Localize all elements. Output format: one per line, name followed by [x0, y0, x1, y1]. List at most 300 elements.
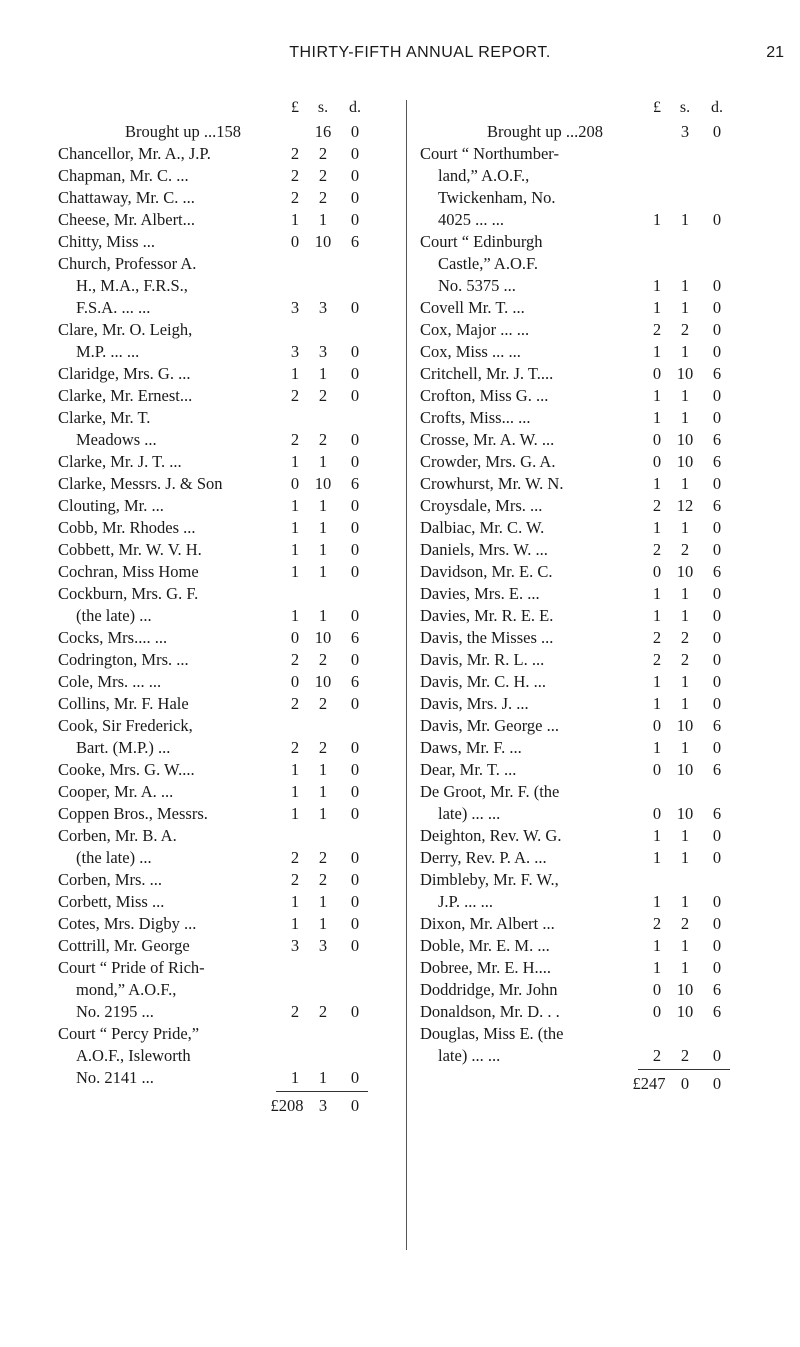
entry-continuation-line — [58, 429, 388, 451]
subscriber-name: Court “ Edinburgh — [420, 232, 543, 251]
subscriber-name: mond,” A.O.F., — [76, 980, 177, 999]
entry-continuation-line — [58, 297, 388, 319]
entry-continuation-line — [420, 891, 750, 913]
amount-shillings: 1 — [680, 386, 690, 405]
amount-pounds: 2 — [652, 650, 662, 669]
amount-shillings: 10 — [676, 452, 694, 471]
subscriber-name: Dear, Mr. T. ... — [420, 760, 517, 779]
amount-pence: 0 — [712, 958, 722, 977]
amount-pounds: 0 — [652, 804, 662, 823]
amount-shillings: 1 — [680, 518, 690, 537]
amount-pence: 0 — [712, 606, 722, 625]
amount-shillings: 1 — [680, 298, 690, 317]
subscriber-name: Court “ Northumber- — [420, 144, 559, 163]
amount-pence: 0 — [350, 496, 360, 515]
amount-shillings: 2 — [318, 694, 328, 713]
subscriber-name: Court “ Pride of Rich- — [58, 958, 205, 977]
amount-pounds: 1 — [652, 584, 662, 603]
subscriber-entry — [58, 649, 388, 671]
subscriber-entry — [420, 825, 750, 847]
subscriber-entry — [58, 473, 388, 495]
entry-continuation-line — [58, 605, 388, 627]
subscriber-entry — [58, 143, 388, 165]
subscriber-entry — [420, 539, 750, 561]
subscriber-entry — [58, 495, 388, 517]
amount-shillings: 1 — [680, 408, 690, 427]
subscriber-name: No. 2141 ... — [76, 1068, 154, 1087]
subscriber-name: late) ... ... — [438, 1046, 501, 1065]
subscriber-entry — [420, 715, 750, 737]
amount-pounds: 1 — [652, 606, 662, 625]
subscriber-name: Doble, Mr. E. M. ... — [420, 936, 550, 955]
amount-pence: 0 — [350, 364, 360, 383]
amount-pounds: 0 — [652, 562, 662, 581]
subscriber-name: Davidson, Mr. E. C. — [420, 562, 553, 581]
amount-shillings: 10 — [676, 716, 694, 735]
amount-pounds: 1 — [652, 386, 662, 405]
subscriber-entry — [420, 451, 750, 473]
subscriber-entry — [420, 759, 750, 781]
amount-pounds: 1 — [290, 540, 300, 559]
subscriber-entry — [58, 627, 388, 649]
subscriber-name: H., M.A., F.R.S., — [76, 276, 188, 295]
amount-shillings: 1 — [318, 364, 328, 383]
subscriber-entry — [58, 363, 388, 385]
brought-up-pence: 0 — [350, 122, 360, 141]
pounds-header: £ — [653, 99, 661, 116]
subscriber-name: Cole, Mrs. ... ... — [58, 672, 162, 691]
amount-pounds: 0 — [652, 980, 662, 999]
subscriber-entry — [420, 737, 750, 759]
amount-pence: 0 — [712, 848, 722, 867]
subscriber-entry — [58, 187, 388, 209]
amount-pounds: 1 — [652, 738, 662, 757]
amount-pence: 0 — [350, 518, 360, 537]
amount-pence: 0 — [712, 474, 722, 493]
total-shillings: 3 — [318, 1096, 328, 1115]
subscriber-name: Coppen Bros., Messrs. — [58, 804, 208, 823]
entry-continuation-line — [58, 737, 388, 759]
subscriber-name: Daniels, Mrs. W. ... — [420, 540, 548, 559]
amount-pounds: 1 — [652, 672, 662, 691]
brought-up-row — [58, 121, 388, 143]
subscriber-name: Clarke, Mr. J. T. ... — [58, 452, 182, 471]
amount-shillings: 2 — [318, 738, 328, 757]
pence-header: d. — [349, 99, 361, 116]
amount-shillings: 1 — [680, 738, 690, 757]
subscriber-name: Cheese, Mr. Albert... — [58, 210, 196, 229]
amount-pounds: 1 — [652, 518, 662, 537]
amount-pounds: 2 — [652, 320, 662, 339]
amount-shillings: 3 — [318, 298, 328, 317]
amount-pence: 0 — [712, 540, 722, 559]
subscriber-entry — [420, 979, 750, 1001]
subscriber-entry — [58, 253, 388, 275]
total-rule — [638, 1069, 730, 1070]
subscriber-entry — [420, 407, 750, 429]
amount-pounds: 3 — [290, 342, 300, 361]
amount-shillings: 1 — [680, 342, 690, 361]
amount-pounds: 1 — [290, 518, 300, 537]
amount-shillings: 3 — [318, 342, 328, 361]
amount-shillings: 1 — [680, 936, 690, 955]
amount-pounds: 0 — [652, 760, 662, 779]
amount-pence: 0 — [712, 210, 722, 229]
subscriber-name: Church, Professor A. — [58, 254, 197, 273]
amount-shillings: 1 — [318, 452, 328, 471]
subscriber-name: Doddridge, Mr. John — [420, 980, 558, 999]
amount-pence: 0 — [712, 738, 722, 757]
entry-continuation-line — [420, 253, 750, 275]
subscriber-list — [58, 143, 388, 1089]
amount-pence: 0 — [350, 386, 360, 405]
entry-continuation-line — [58, 847, 388, 869]
amount-pounds: 1 — [290, 914, 300, 933]
subscriber-name: De Groot, Mr. F. (the — [420, 782, 560, 801]
subscriber-entry — [420, 781, 750, 803]
subscriber-name: Chitty, Miss ... — [58, 232, 156, 251]
subscriber-name: Codrington, Mrs. ... — [58, 650, 189, 669]
subscriber-name: Davis, the Misses ... — [420, 628, 554, 647]
subscriber-name: Castle,” A.O.F. — [438, 254, 538, 273]
entry-continuation-line — [58, 1067, 388, 1089]
subscriber-name: Chattaway, Mr. C. ... — [58, 188, 195, 207]
subscriber-name: Cox, Miss ... ... — [420, 342, 521, 361]
amount-pounds: 2 — [290, 870, 300, 889]
amount-pence: 0 — [350, 892, 360, 911]
subscriber-name: Cook, Sir Frederick, — [58, 716, 193, 735]
amount-pence: 0 — [712, 892, 722, 911]
amount-pence: 6 — [712, 1002, 722, 1021]
subscriber-name: Meadows ... — [76, 430, 157, 449]
amount-pence: 0 — [712, 386, 722, 405]
amount-pounds: 0 — [290, 232, 300, 251]
subscriber-name: Dimbleby, Mr. F. W., — [420, 870, 559, 889]
amount-pounds: 0 — [652, 1002, 662, 1021]
amount-pounds: 1 — [290, 364, 300, 383]
subscriber-name: Cooke, Mrs. G. W.... — [58, 760, 195, 779]
subscriber-name: Davies, Mrs. E. ... — [420, 584, 540, 603]
subscriber-name: Clarke, Messrs. J. & Son — [58, 474, 223, 493]
subscriber-name: Crowder, Mrs. G. A. — [420, 452, 556, 471]
running-title: THIRTY-FIFTH ANNUAL REPORT. — [289, 44, 551, 61]
amount-shillings: 2 — [318, 1002, 328, 1021]
amount-pounds: 1 — [290, 606, 300, 625]
shillings-header: s. — [679, 99, 691, 116]
subscriber-entry — [58, 561, 388, 583]
subscriber-name: late) ... ... — [438, 804, 501, 823]
amount-pence: 6 — [712, 804, 722, 823]
entry-continuation-line — [420, 187, 750, 209]
subscriber-name: Collins, Mr. F. Hale — [58, 694, 189, 713]
total-pence: 0 — [350, 1096, 360, 1115]
amount-pence: 0 — [712, 694, 722, 713]
amount-pounds: 2 — [652, 914, 662, 933]
amount-pounds: 0 — [652, 364, 662, 383]
amount-pence: 0 — [712, 320, 722, 339]
amount-shillings: 10 — [676, 804, 694, 823]
amount-pence: 0 — [350, 738, 360, 757]
entry-continuation-line — [58, 341, 388, 363]
amount-pence: 0 — [350, 760, 360, 779]
brought-up-shillings: 16 — [314, 122, 332, 141]
amount-pounds: 1 — [652, 892, 662, 911]
subscriber-name: Dobree, Mr. E. H.... — [420, 958, 552, 977]
subscriber-entry — [58, 319, 388, 341]
amount-pounds: 2 — [290, 650, 300, 669]
subscriber-entry — [420, 341, 750, 363]
amount-pounds: 1 — [652, 826, 662, 845]
subscriber-name: Deighton, Rev. W. G. — [420, 826, 562, 845]
amount-shillings: 1 — [318, 1068, 328, 1087]
subscriber-name: Twickenham, No. — [438, 188, 556, 207]
amount-pounds: 0 — [290, 628, 300, 647]
amount-shillings: 1 — [318, 562, 328, 581]
amount-pounds: 0 — [652, 452, 662, 471]
subscriber-name: Corben, Mrs. ... — [58, 870, 163, 889]
amount-pounds: 1 — [652, 958, 662, 977]
amount-pence: 0 — [712, 936, 722, 955]
amount-pounds: 1 — [290, 562, 300, 581]
subscriber-entry — [420, 495, 750, 517]
subscriber-entry — [58, 209, 388, 231]
entry-continuation-line — [58, 275, 388, 297]
amount-shillings: 1 — [680, 276, 690, 295]
amount-shillings: 1 — [318, 782, 328, 801]
amount-shillings: 10 — [676, 562, 694, 581]
amount-pence: 0 — [712, 408, 722, 427]
subscriber-name: J.P. ... ... — [438, 892, 494, 911]
amount-pounds: 2 — [290, 738, 300, 757]
amount-shillings: 1 — [318, 606, 328, 625]
subscriber-entry — [420, 869, 750, 891]
amount-pence: 0 — [350, 144, 360, 163]
amount-pounds: 1 — [652, 210, 662, 229]
subscriber-entry — [58, 891, 388, 913]
subscriber-name: Derry, Rev. P. A. ... — [420, 848, 547, 867]
right-column — [420, 97, 750, 1095]
amount-pence: 0 — [350, 298, 360, 317]
amount-shillings: 1 — [680, 848, 690, 867]
amount-shillings: 10 — [676, 1002, 694, 1021]
amount-pence: 0 — [350, 936, 360, 955]
subscriber-name: Daws, Mr. F. ... — [420, 738, 522, 757]
subscriber-name: Covell Mr. T. ... — [420, 298, 525, 317]
amount-shillings: 1 — [680, 474, 690, 493]
amount-pence: 0 — [350, 430, 360, 449]
amount-pence: 6 — [712, 760, 722, 779]
subscriber-name: No. 2195 ... — [76, 1002, 154, 1021]
subscriber-entry — [58, 693, 388, 715]
page-number: 21 — [766, 44, 784, 61]
amount-pence: 6 — [712, 452, 722, 471]
subscriber-name: Cooper, Mr. A. ... — [58, 782, 174, 801]
subscriber-name: Claridge, Mrs. G. ... — [58, 364, 191, 383]
amount-pounds: 1 — [652, 936, 662, 955]
entry-continuation-line — [58, 1045, 388, 1067]
subscriber-entry — [420, 473, 750, 495]
amount-shillings: 1 — [680, 694, 690, 713]
subscriber-entry — [58, 451, 388, 473]
subscriber-name: Cotes, Mrs. Digby ... — [58, 914, 197, 933]
amount-pounds: 1 — [290, 1068, 300, 1087]
column-divider — [406, 100, 407, 1250]
subscriber-entry — [420, 517, 750, 539]
pounds-header: £ — [291, 99, 299, 116]
subscriber-name: Bart. (M.P.) ... — [76, 738, 171, 757]
amount-shillings: 1 — [318, 914, 328, 933]
subscriber-entry — [58, 759, 388, 781]
subscriber-entry — [420, 671, 750, 693]
subscriber-entry — [420, 627, 750, 649]
subscriber-entry — [420, 847, 750, 869]
subscriber-name: Douglas, Miss E. (the — [420, 1024, 564, 1043]
amount-pence: 0 — [350, 342, 360, 361]
subscriber-entry — [58, 671, 388, 693]
amount-shillings: 2 — [318, 188, 328, 207]
amount-pence: 0 — [712, 342, 722, 361]
subscriber-name: Dixon, Mr. Albert ... — [420, 914, 555, 933]
subscriber-name: Davis, Mr. C. H. ... — [420, 672, 547, 691]
brought-up-label: Brought up ...208 — [487, 122, 603, 141]
amount-pence: 6 — [712, 430, 722, 449]
subscriber-entry — [58, 957, 388, 979]
amount-pence: 0 — [712, 518, 722, 537]
amount-pounds: 0 — [290, 474, 300, 493]
amount-shillings: 10 — [314, 474, 332, 493]
subscriber-name: Davis, Mrs. J. ... — [420, 694, 529, 713]
amount-pence: 0 — [712, 650, 722, 669]
entry-continuation-line — [420, 1045, 750, 1067]
amount-shillings: 1 — [680, 210, 690, 229]
subscriber-entry — [58, 407, 388, 429]
left-column — [58, 97, 388, 1117]
amount-shillings: 2 — [318, 650, 328, 669]
amount-pounds: 2 — [290, 1002, 300, 1021]
amount-shillings: 1 — [680, 584, 690, 603]
subscriber-entry — [58, 935, 388, 957]
amount-pence: 0 — [350, 606, 360, 625]
amount-pounds: 1 — [290, 892, 300, 911]
amount-shillings: 1 — [680, 672, 690, 691]
subscriber-name: land,” A.O.F., — [438, 166, 530, 185]
amount-pounds: 2 — [290, 188, 300, 207]
amount-pounds: 2 — [290, 144, 300, 163]
amount-pence: 0 — [712, 584, 722, 603]
amount-pounds: 2 — [652, 628, 662, 647]
subscriber-name: (the late) ... — [76, 848, 152, 867]
subscriber-entry — [420, 605, 750, 627]
amount-shillings: 2 — [318, 166, 328, 185]
subscriber-name: 4025 ... ... — [438, 210, 504, 229]
amount-pence: 6 — [712, 980, 722, 999]
amount-shillings: 2 — [680, 628, 690, 647]
amount-pounds: 2 — [652, 1046, 662, 1065]
amount-pence: 0 — [350, 650, 360, 669]
amount-pence: 0 — [350, 1002, 360, 1021]
amount-pounds: 3 — [290, 298, 300, 317]
amount-pounds: 1 — [652, 276, 662, 295]
column-total — [420, 1073, 750, 1095]
amount-shillings: 2 — [680, 650, 690, 669]
amount-pence: 6 — [712, 562, 722, 581]
amount-shillings: 10 — [676, 980, 694, 999]
amount-pounds: 1 — [652, 694, 662, 713]
running-header — [56, 44, 784, 68]
amount-shillings: 2 — [680, 914, 690, 933]
total-pence: 0 — [712, 1074, 722, 1093]
amount-pounds: 1 — [290, 760, 300, 779]
brought-up-shillings: 3 — [680, 122, 690, 141]
subscriber-entry — [420, 319, 750, 341]
amount-pence: 0 — [350, 694, 360, 713]
subscriber-entry — [58, 517, 388, 539]
entry-continuation-line — [420, 275, 750, 297]
subscriber-entry — [420, 583, 750, 605]
amount-shillings: 1 — [318, 760, 328, 779]
amount-shillings: 1 — [680, 606, 690, 625]
amount-pounds: 1 — [290, 210, 300, 229]
amount-pounds: 2 — [290, 386, 300, 405]
total-shillings: 0 — [680, 1074, 690, 1093]
subscriber-entry — [58, 913, 388, 935]
subscriber-name: Davies, Mr. R. E. E. — [420, 606, 554, 625]
subscriber-entry — [420, 363, 750, 385]
amount-shillings: 3 — [318, 936, 328, 955]
amount-pounds: 1 — [652, 848, 662, 867]
subscriber-entry — [420, 231, 750, 253]
amount-pence: 0 — [350, 562, 360, 581]
amount-pounds: 1 — [652, 342, 662, 361]
column-total — [58, 1095, 388, 1117]
amount-shillings: 2 — [318, 144, 328, 163]
subscriber-name: Davis, Mr. R. L. ... — [420, 650, 545, 669]
amount-shillings: 1 — [318, 518, 328, 537]
subscriber-entry — [420, 693, 750, 715]
amount-pence: 0 — [350, 848, 360, 867]
amount-pounds: 1 — [290, 782, 300, 801]
brought-up-label: Brought up ...158 — [125, 122, 241, 141]
amount-pounds: 1 — [652, 408, 662, 427]
amount-pence: 0 — [350, 870, 360, 889]
amount-shillings: 2 — [318, 848, 328, 867]
subscriber-name: Dalbiac, Mr. C. W. — [420, 518, 545, 537]
brought-up-pence: 0 — [712, 122, 722, 141]
subscriber-name: Donaldson, Mr. D. . . — [420, 1002, 560, 1021]
subscriber-name: Court “ Percy Pride,” — [58, 1024, 200, 1043]
amount-pence: 0 — [350, 452, 360, 471]
amount-pounds: 0 — [290, 672, 300, 691]
subscriber-name: Chancellor, Mr. A., J.P. — [58, 144, 211, 163]
subscriber-name: Corbett, Miss ... — [58, 892, 165, 911]
subscriber-name: No. 5375 ... — [438, 276, 516, 295]
subscriber-list — [420, 143, 750, 1067]
amount-pounds: 3 — [290, 936, 300, 955]
amount-pence: 6 — [350, 232, 360, 251]
amount-pence: 6 — [712, 364, 722, 383]
subscriber-entry — [420, 385, 750, 407]
amount-pounds: 2 — [290, 430, 300, 449]
subscriber-entry — [58, 1023, 388, 1045]
subscriber-name: Davis, Mr. George ... — [420, 716, 560, 735]
amount-shillings: 2 — [680, 1046, 690, 1065]
amount-pounds: 2 — [652, 540, 662, 559]
subscriber-name: Crowhurst, Mr. W. N. — [420, 474, 564, 493]
subscriber-entry — [58, 803, 388, 825]
subscriber-entry — [420, 429, 750, 451]
amount-shillings: 12 — [676, 496, 694, 515]
amount-pence: 0 — [712, 1046, 722, 1065]
